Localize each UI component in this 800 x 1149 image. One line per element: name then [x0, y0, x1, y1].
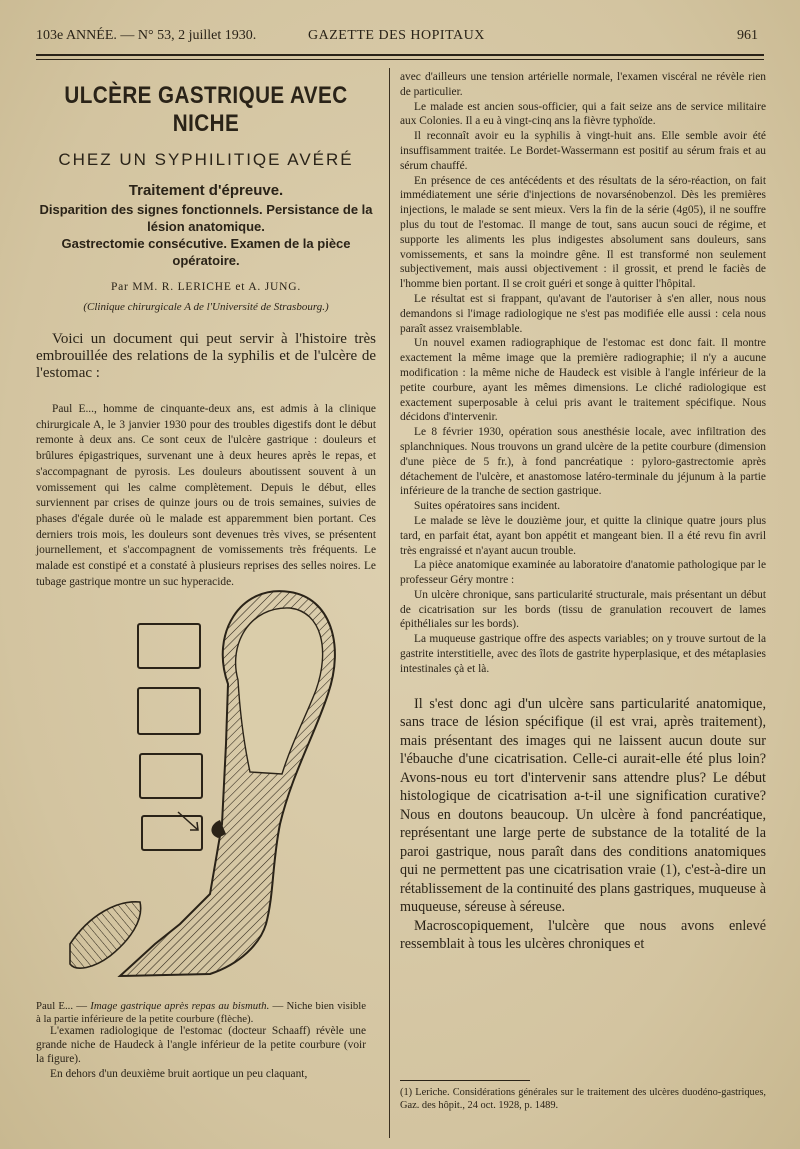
- header-rule: [36, 54, 764, 56]
- page-number: 961: [737, 28, 758, 43]
- paragraph: La muqueuse gastrique offre des aspects variables; on y trouve surtout de la gastrite interstitielle, avec des îlots de gastrite hyperplasique, et des métaplasies intestinales çà et là.: [400, 633, 766, 675]
- conclusion-section: [400, 695, 766, 954]
- paragraph: Un nouvel examen radiographique de l'estomac est donc fait. Il montre exactement la même image que la première radiographie; il n'y a aucune modification : la même niche de Haudeck est visible à l'angle inférieur de la petite courbure, ayant les mêmes dimensions. Le cliché radiologique est exactement superposable à celui pris avant le traitement spécifique. Nous décidons d'intervenir.: [400, 337, 766, 424]
- footnote: (1) Leriche. Considérations générales sur le traitement des ulcères duodéno-gastriques, Gaz. des hôpit., 24 oct. 1928, p. 1489.: [400, 1087, 766, 1111]
- paragraph: Il reconnaît avoir eu la syphilis à vingt-huit ans. Elle semble avoir été insuffisamment traitée. Le Bordet-Wassermann est positif au sérum frais et au sérum chauffé.: [400, 130, 766, 172]
- paragraph: En présence de ces antécédents et des résultats de la séro-réaction, on fait immédiatement une série d'injections de novarsénobenzol. Dès les premières injections, le malade se sent mieux. Vers la fin de la série (4g05), il ne souffre plus du tout de l'estomac. Il mange de tout, sans aucun souci de régime, et supporte les aliments les plus indigestes absolument sans douleurs, sans vomissements, et sans la moindre gêne. Il est transformé non seulement subjectivement, mais aussi objectivement : il grossit, et prend le faciès de l'homme bien portant. Il se croit guéri et songe à quitter l'hôpital.: [400, 174, 766, 291]
- running-header: [0, 28, 800, 48]
- vertebrae: [138, 624, 202, 850]
- article-subtitle: CHEZ UN SYPHILITIQE AVÉRÉ: [58, 150, 354, 169]
- intro-paragraph: Voici un document qui peut servir à l'histoire très embrouillée des relations de la syphilis et de l'ulcère de l'estomac :: [36, 331, 376, 381]
- journal-name: GAZETTE DES HOPITAUX: [308, 28, 485, 43]
- byline: Par MM. R. LERICHE et A. JUNG.: [110, 281, 302, 293]
- radiograph-svg: [60, 584, 360, 984]
- deck-line: Disparition des signes fonctionnels. Persistance de la lésion anatomique.: [39, 202, 373, 234]
- stomach-radiograph-drawing: [60, 584, 360, 984]
- paragraph: L'examen radiologique de l'estomac (docteur Schaaff) révèle une grande niche de Haudeck à l'angle inférieur de la petite courbure (voir la figure).: [36, 1025, 366, 1066]
- paragraph: Le 8 février 1930, opération sous anesthésie locale, avec infiltration des splanchniques. Nous trouvons un grand ulcère de la petite courbure (dimension d'une pièce de 5 fr.), à fond pancréatique : pyloro-gastrectomie après détachement de l'ulcère, et anastomose latéro-terminale du jéjunum à la partie inférieure de la tranche de section gastrique.: [400, 426, 766, 498]
- figure-caption: [36, 1000, 366, 1026]
- footnote-rule: [400, 1080, 530, 1081]
- paragraph: Le résultat est si frappant, qu'avant de l'autoriser à s'en aller, nous nous demandons si l'image radiologique ne s'est pas modifiée elle aussi : cela nous paraît assez vraisemblable.: [400, 292, 766, 335]
- paragraph: Le malade est ancien sous-officier, qui a fait seize ans de service militaire aux Colonies. Il a eu à vingt-cinq ans la fièvre typhoïde.: [400, 100, 766, 128]
- paragraph: Suites opératoires sans incident.: [414, 500, 561, 513]
- paragraph: Le malade se lève le douzième jour, et quitte la clinique quatre jours plus tard, en parfait état, ayant bon appétit et mangeant bien. Il a été revu fin avril très engraissé et n'ayant aucun trouble.: [400, 514, 766, 557]
- deck-line: Traitement d'épreuve.: [128, 182, 284, 199]
- article-deck: [36, 182, 376, 269]
- paragraph: avec d'ailleurs une tension artérielle normale, l'examen viscéral ne révèle rien de particulier.: [400, 71, 766, 98]
- paragraph: Un ulcère chronique, sans particularité structurale, mais présentant un début de cicatrisation sur les bords (tissu de granulation recouvert de lames épithéliales sur les bords).: [400, 588, 766, 631]
- caption-rest: — Niche bien visible à la partie inférieure de la petite courbure (flèche).: [36, 1000, 367, 1025]
- affiliation: (Clinique chirurgicale A de l'Université de Strasbourg.): [83, 301, 329, 313]
- left-bottom-text: [36, 1024, 366, 1081]
- caption-title: Image gastrique après repas au bismuth.: [90, 1000, 270, 1012]
- paragraph: Il s'est donc agi d'un ulcère sans particularité anatomique, sans trace de lésion spécifique (il est vrai, après traitement), mais présentant des images qui ne laissent aucun doute sur l'ébauche d'une cicatrisation. Celle-ci aurait-elle été plus loin? Avons-nous eu tort d'intervenir sans attendre plus? Le début histologique de cicatrisation a-t-il une signification curative? Nous en doutons beaucoup. Un ulcère à fond pancréatique, représentant une large perte de substance de la totalité de la paroi gastrique, nous paraît dans des conditions anatomiques qui ne permettent pas une cicatrisation vraie (1), c'est-à-dire un rétablissement de la continuité des plans gastriques, muqueuse à muqueuse, séreuse à séreuse.: [400, 695, 766, 916]
- paragraph: En dehors d'un deuxième bruit aortique un peu claquant,: [50, 1067, 308, 1080]
- deck-line: Gastrectomie consécutive. Examen de la pièce opératoire.: [61, 236, 351, 268]
- paragraph: Macroscopiquement, l'ulcère que nous avons enlevé ressemblait à tous les ulcères chroniques et: [400, 917, 766, 953]
- right-column: [400, 70, 766, 954]
- left-column: [36, 70, 376, 590]
- paragraph: La pièce anatomique examinée au laboratoire d'anatomie pathologique par le professeur Géry montre :: [400, 559, 766, 587]
- column-divider: [389, 68, 390, 1138]
- pointing-arrow: [178, 812, 198, 830]
- case-paragraph: Paul E..., homme de cinquante-deux ans, est admis à la clinique chirurgicale A, le 3 janvier 1930 pour des troubles digestifs dont le début remonte à deux ans. Ce sont ceux de l'ulcère gastrique : douleurs et brûlures épigastriques, survenant une à deux heures après le repas, et s'accompagnant de pyrosis. Les douleurs aboutissent souvent à un vomissement qui les calme complètement. Depuis le début, elles surviennent par crises de quinze jours ou de trois semaines, suivies de phases d'égale durée où le malade est apparemment bien portant. Ces derniers trois mois, les douleurs sont devenues très vives, se présentent journellement, et s'accompagnent de vomissements très fréquents. Le malade est constipé et a constaté à plusieurs reprises des selles noires. Le tubage gastrique montre un suc hyperacide.: [36, 403, 376, 588]
- caption-prefix: Paul E... —: [36, 1000, 88, 1012]
- issue-info: 103e ANNÉE. — N° 53, 2 juillet 1930.: [36, 28, 257, 43]
- article-title: ULCÈRE GASTRIQUE AVEC NICHE: [64, 82, 348, 137]
- header-rule-thin: [36, 59, 764, 60]
